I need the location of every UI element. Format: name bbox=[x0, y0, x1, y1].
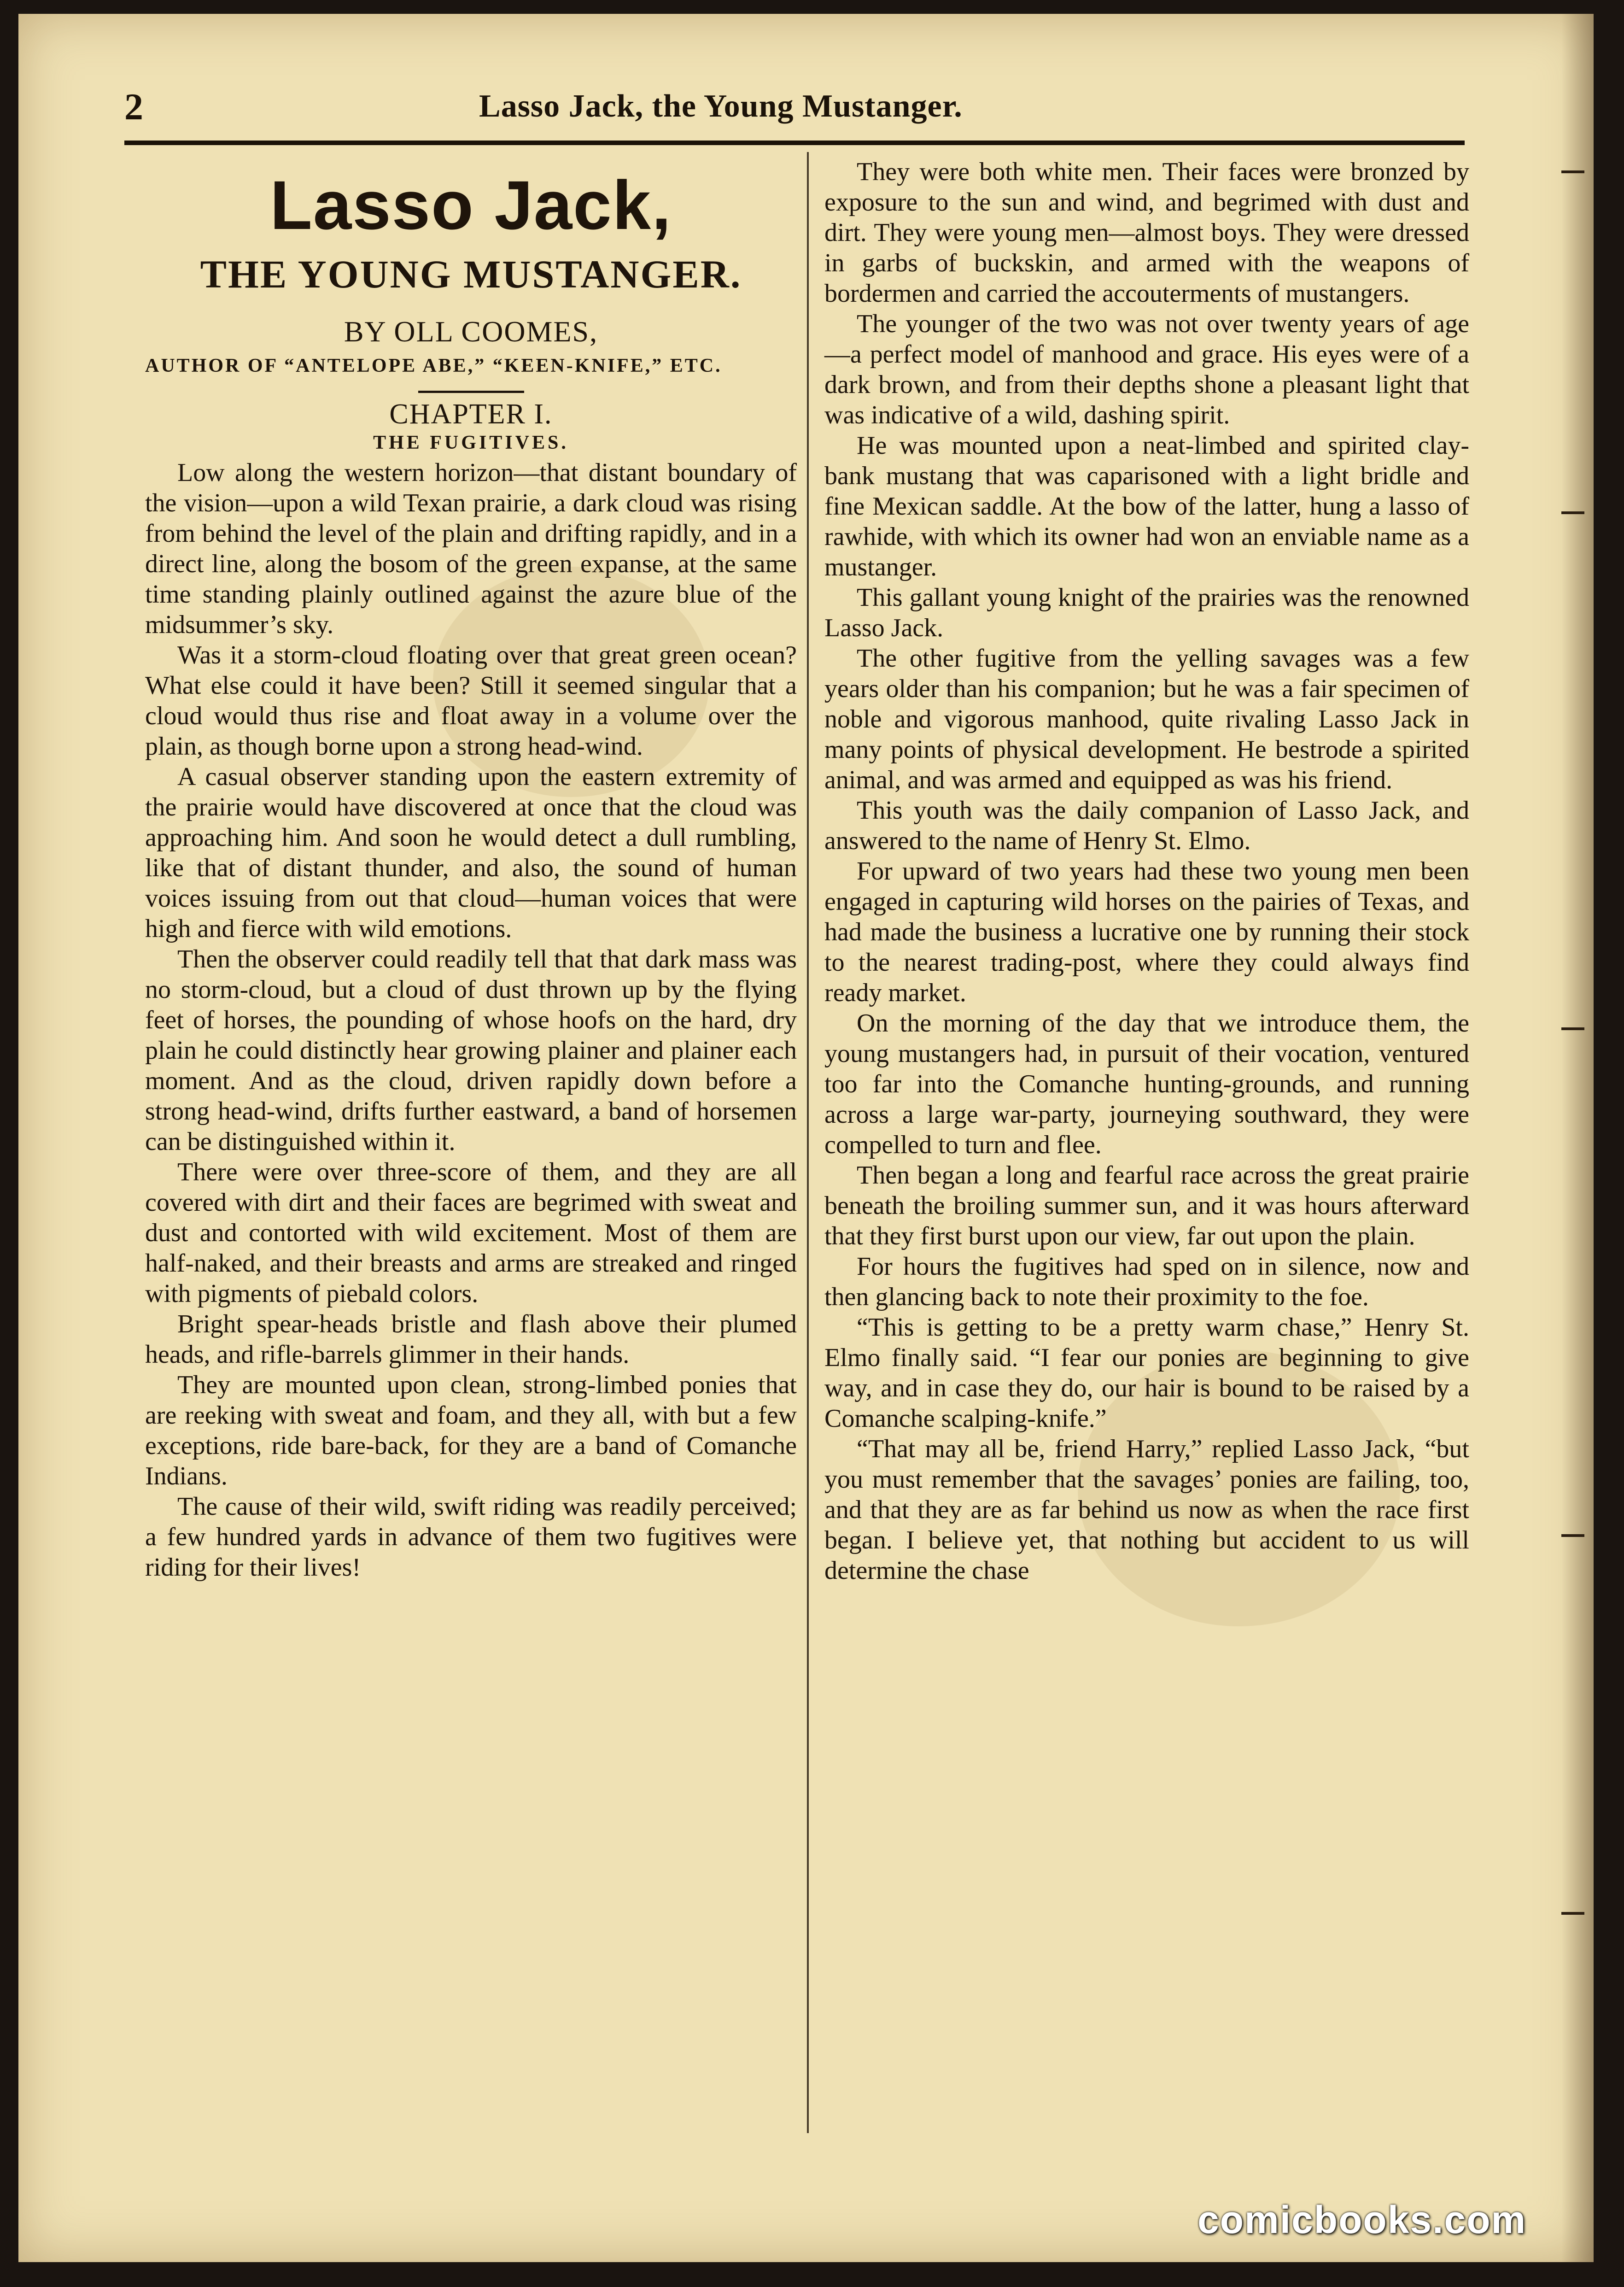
paragraph: “That may all be, friend Harry,” replied Lasso Jack, “but you must remember that the savages’ ponies are failing, too, and that they are as far behind us now as when the race first began. I believe yet, that nothing but accident to us will determine the chase bbox=[824, 1435, 1469, 1585]
story-subtitle: THE YOUNG MUSTANGER. bbox=[200, 252, 742, 296]
binding-mark bbox=[1561, 1912, 1584, 1915]
paragraph: Was it a storm-cloud floating over that great green ocean? What else could it have been? Still it seemed singular that a cloud would thus rise and float away in a volume over the plain, as though borne upon a strong head-wind. bbox=[145, 641, 797, 761]
paragraph: The other fugitive from the yelling savages was a few years older than his companion; but he was a fair specimen of noble and vigorous manhood, quite rivaling Lasso Jack in many points of physical development. He bestrode a spirited animal, and was armed and equipped as was his friend. bbox=[824, 644, 1469, 794]
author-line: AUTHOR OF “ANTELOPE ABE,” “KEEN-KNIFE,” ETC. bbox=[145, 355, 722, 376]
paragraph: They are mounted upon clean, strong-limbed ponies that are reeking with sweat and foam, and they all, with but a few exceptions, ride bare-back, for they are a band of Comanche Indians. bbox=[145, 1371, 797, 1490]
page-number: 2 bbox=[124, 86, 143, 128]
right-column-body bbox=[824, 157, 1469, 1586]
paragraph: Bright spear-heads bristle and flash above their plumed heads, and rifle-barrels glimmer in their hands. bbox=[145, 1310, 797, 1369]
chapter-title: THE FUGITIVES. bbox=[373, 432, 569, 453]
paragraph: Then began a long and fearful race across the great prairie beneath the broiling summer sun, and it was hours afterward that they first burst upon our view, far out upon the plain. bbox=[824, 1161, 1469, 1250]
binding-mark bbox=[1561, 1027, 1584, 1030]
paragraph: Then the observer could readily tell that that dark mass was no storm-cloud, but a cloud of dust thrown up by the flying feet of horses, the pounding of whose hoofs on the hard, dry plain he could distinctly hear growing plainer and plainer each moment. And as the cloud, driven rapidly down before a strong head-wind, drifts further eastward, a band of horsemen can be distinguished within it. bbox=[145, 945, 797, 1156]
binding-mark bbox=[1561, 511, 1584, 514]
column-divider bbox=[807, 152, 809, 2133]
paragraph: The cause of their wild, swift riding was readily perceived; a few hundred yards in advance of them two fugitives were riding for their lives! bbox=[145, 1492, 797, 1582]
paragraph: He was mounted upon a neat-limbed and spirited clay-bank mustang that was caparisoned with a light bridle and fine Mexican saddle. At the bow of the latter, hung a lasso of rawhide, with which its owner had won an enviable name as a mustanger. bbox=[824, 431, 1469, 581]
paragraph: There were over three-score of them, and they are all covered with dirt and their faces are begrimed with sweat and dust and contorted with wild excitement. Most of them are half-naked, and their breasts and arms are streaked and ringed with pigments of piebald colors. bbox=[145, 1158, 797, 1308]
paragraph: This gallant young knight of the prairies was the renowned Lasso Jack. bbox=[824, 583, 1469, 642]
paragraph: On the morning of the day that we introduce them, the young mustangers had, in pursuit of their vocation, ventured too far into the Comanche hunting-grounds, and running across a large war-party, journeying southward, they were compelled to turn and flee. bbox=[824, 1009, 1469, 1159]
paragraph: A casual observer standing upon the eastern extremity of the prairie would have discovered at once that the cloud was approaching him. And soon he would detect a dull rumbling, like that of distant thunder, and also, the sound of human voices issuing from out that cloud—human voices that were high and fierce with wild emotions. bbox=[145, 762, 797, 943]
running-title: Lasso Jack, the Young Mustanger. bbox=[479, 88, 963, 124]
paragraph: For upward of two years had these two young men been engaged in capturing wild horses on the pairies of Texas, and had made the business a lucrative one by running their stock to the nearest trading-post, where they could always find ready market. bbox=[824, 857, 1469, 1007]
byline: BY OLL COOMES, bbox=[344, 315, 598, 348]
paragraph: The younger of the two was not over twenty years of age—a perfect model of manhood and grace. His eyes were of a dark brown, and from their depths shone a pleasant light that was indicative of a wild, dashing spirit. bbox=[824, 310, 1469, 429]
right-column bbox=[824, 157, 1469, 1586]
paragraph: Low along the western horizon—that distant boundary of the vision—upon a wild Texan prairie, a dark cloud was rising from behind the level of the plain and drifting rapidly, and in a direct line, along the bosom of the green expanse, at the same time standing plainly outlined against the azure blue of the midsummer’s sky. bbox=[145, 458, 797, 639]
page-edge-shadow bbox=[1561, 14, 1594, 2262]
header-rule bbox=[124, 141, 1465, 145]
chapter-heading: CHAPTER I. bbox=[389, 399, 553, 430]
binding-mark bbox=[1561, 170, 1584, 173]
paragraph: They were both white men. Their faces were bronzed by exposure to the sun and wind, and begrimed with dust and dirt. They were young men—almost boys. They were dressed in garbs of buckskin, and armed with the weapons of bordermen and carried the accouterments of mustangers. bbox=[824, 158, 1469, 308]
left-column-body bbox=[145, 457, 797, 1583]
paragraph: “This is getting to be a pretty warm chase,” Henry St. Elmo finally said. “I fear our ponies are beginning to give way, and in case they do, our hair is bound to be raised by a Comanche scalping-knife.” bbox=[824, 1313, 1469, 1433]
left-column bbox=[145, 157, 797, 1583]
watermark: comicbooks.com bbox=[1198, 2198, 1527, 2241]
page-header bbox=[124, 85, 1460, 141]
paragraph: For hours the fugitives had sped on in silence, now and then glancing back to note their proximity to the foe. bbox=[824, 1252, 1469, 1311]
section-rule bbox=[418, 391, 524, 393]
paragraph: This youth was the daily companion of Lasso Jack, and answered to the name of Henry St. Elmo. bbox=[824, 796, 1469, 855]
story-title: Lasso Jack, bbox=[270, 166, 672, 244]
binding-mark bbox=[1561, 1534, 1584, 1537]
